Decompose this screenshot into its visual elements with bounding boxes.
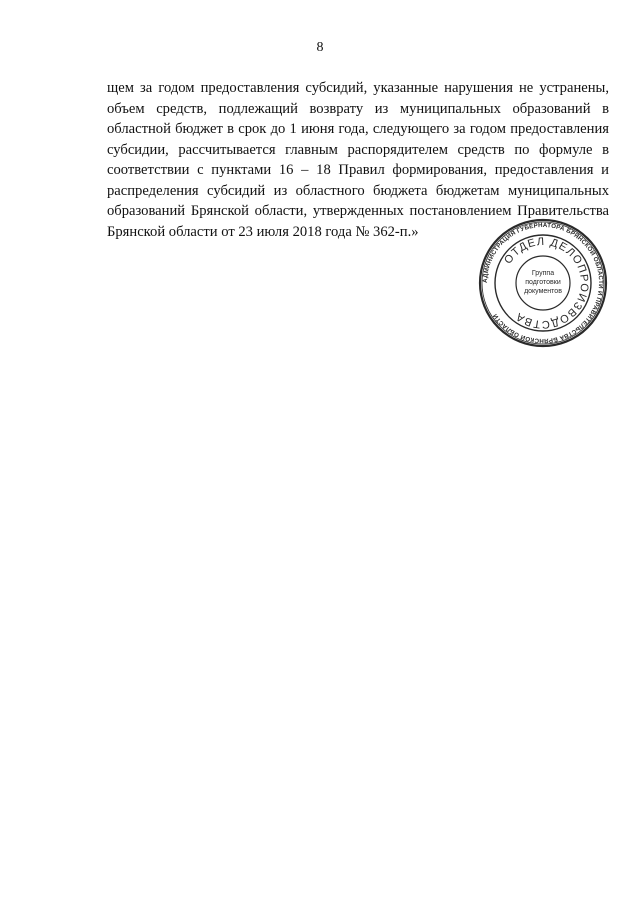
body-paragraph: щем за годом предоставления субсидий, указанные нарушения не устранены, объем средств, подлежащий возврату из муниципальных образований в областной бюджет в срок до 1 июня года, следующего за годом предоставления субсидии, рассчитывается главным распорядителем средств по формуле в соответствии с пунктами 16 – 18 Правил формирования, предоставления и распределения субсидий из областного бюджета бюджетам муниципальных образований Брянской области, утвержденных постановлением Правительства Брянской области от 23 июля 2018 года № 362-п.» xyxy=(107,80,609,240)
stamp-center-line-2: подготовки xyxy=(525,279,561,286)
page-number: 8 xyxy=(316,40,324,55)
stamp-center-line-1: Группа xyxy=(531,270,555,277)
stamp-center-line-3: документов xyxy=(524,288,562,295)
office-stamp xyxy=(478,218,608,348)
stamp-outer-text: АДМИНИСТРАЦИЯ ГУБЕРНАТОРА БРЯНСКОЙ ОБЛАСТИ И ПРАВИТЕЛЬСТВА БРЯНСКОЙ ОБЛАСТИ xyxy=(481,221,605,345)
stamp-seal-graphic xyxy=(478,218,608,348)
stamp-inner-text: ОТДЕЛ ДЕЛОПРОИЗВОДСТВА xyxy=(502,235,591,331)
